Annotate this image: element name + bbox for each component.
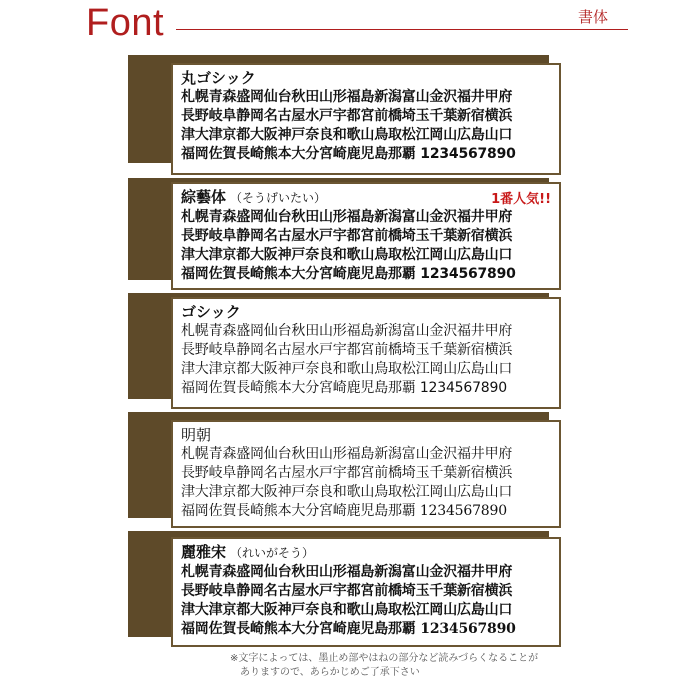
sample-line: 津大津京都大阪神戸奈良和歌山鳥取松江岡山広島山口	[181, 247, 513, 263]
footnote	[230, 652, 570, 680]
sample-line: 津大津京都大阪神戸奈良和歌山鳥取松江岡山広島山口	[181, 361, 513, 377]
sample-line: 札幌青森盛岡仙台秋田山形福島新潟富山金沢福井甲府	[181, 564, 513, 580]
font-reading: （れいがそう）	[230, 546, 315, 560]
font-name: 丸ゴシック	[181, 69, 256, 87]
header-divider	[176, 29, 628, 30]
font-name: 麗雅宋 （れいがそう）	[181, 543, 315, 561]
font-sample-card	[171, 182, 561, 290]
footnote-line: ※文字によっては、墨止め部やはねの部分など読みづらくなることが	[230, 653, 539, 664]
font-reading: （そうげいたい）	[230, 191, 327, 205]
font-sample-card	[171, 63, 561, 175]
sample-line: 福岡佐賀長崎熊本大分宮崎鹿児島那覇 1234567890	[181, 266, 516, 282]
sample-line: 福岡佐賀長崎熊本大分宮崎鹿児島那覇 1234567890	[181, 146, 516, 162]
sample-line: 長野岐阜静岡名古屋水戸宇都宮前橋埼玉千葉新宿横浜	[181, 465, 513, 481]
page-title: Font	[86, 2, 165, 44]
font-name: 綜藝体 （そうげいたい）	[181, 188, 327, 206]
font-panel-maru-gothic	[128, 55, 561, 175]
footnote-line: ありますので、あらかじめご了承下さい	[240, 667, 420, 678]
sample-line: 津大津京都大阪神戸奈良和歌山鳥取松江岡山広島山口	[181, 484, 513, 500]
font-panel-gothic	[128, 293, 561, 409]
sample-line: 長野岐阜静岡名古屋水戸宇都宮前橋埼玉千葉新宿横浜	[181, 342, 513, 358]
sample-line: 福岡佐賀長崎熊本大分宮崎鹿児島那覇 1234567890	[181, 380, 507, 396]
sample-line: 福岡佐賀長崎熊本大分宮崎鹿児島那覇 1234567890	[181, 503, 507, 519]
sample-line: 津大津京都大阪神戸奈良和歌山鳥取松江岡山広島山口	[181, 127, 513, 143]
popular-badge: 1番人気!!	[491, 192, 551, 207]
sample-line: 福岡佐賀長崎熊本大分宮崎鹿児島那覇 1234567890	[181, 621, 516, 637]
sample-line: 津大津京都大阪神戸奈良和歌山鳥取松江岡山広島山口	[181, 602, 513, 618]
font-panel-reigasou	[128, 531, 561, 647]
font-sample-card	[171, 420, 561, 528]
font-sample-card	[171, 537, 561, 647]
font-name: ゴシック	[181, 303, 241, 321]
sample-line: 長野岐阜静岡名古屋水戸宇都宮前橋埼玉千葉新宿横浜	[181, 583, 513, 599]
font-panel-mincho	[128, 412, 561, 528]
sample-line: 札幌青森盛岡仙台秋田山形福島新潟富山金沢福井甲府	[181, 446, 513, 462]
sample-line: 長野岐阜静岡名古屋水戸宇都宮前橋埼玉千葉新宿横浜	[181, 108, 513, 124]
page-subtitle: 書体	[577, 8, 608, 26]
font-panel-sougei	[128, 178, 561, 290]
font-sample-card	[171, 297, 561, 409]
sample-line: 札幌青森盛岡仙台秋田山形福島新潟富山金沢福井甲府	[181, 209, 513, 225]
sample-line: 札幌青森盛岡仙台秋田山形福島新潟富山金沢福井甲府	[181, 89, 513, 105]
font-name: 明朝	[181, 426, 212, 444]
sample-line: 長野岐阜静岡名古屋水戸宇都宮前橋埼玉千葉新宿横浜	[181, 228, 513, 244]
sample-line: 札幌青森盛岡仙台秋田山形福島新潟富山金沢福井甲府	[181, 323, 513, 339]
